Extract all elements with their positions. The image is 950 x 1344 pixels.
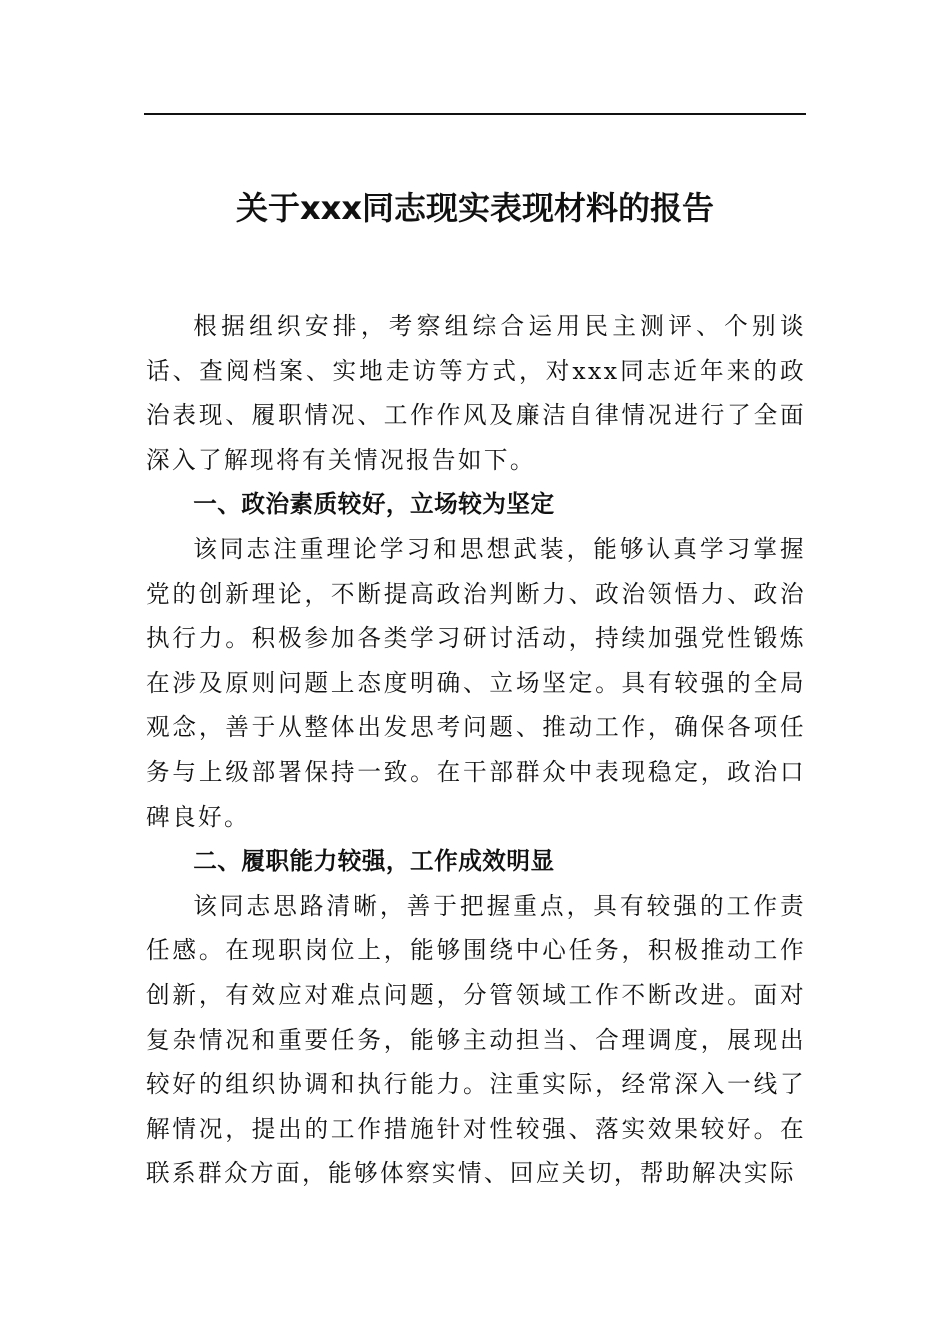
section-paragraph-performance: 该同志思路清晰，善于把握重点，具有较强的工作责任感。在现职岗位上，能够围绕中心任务，积极推动工作创新，有效应对难点问题，分管领域工作不断改进。面对复杂情况和重要任务，能够主动担当、合理调度，展现出较好的组织协调和执行能力。注重实际，经常深入一线了解情况，提出的工作措施针对性较强、落实效果较好。在联系群众方面，能够体察实情、回应关切，帮助解决实际 (146, 891, 806, 1188)
intro-paragraph: 根据组织安排，考察组综合运用民主测评、个别谈话、查阅档案、实地走访等方式，对xxx同志近年来的政治表现、履职情况、工作作风及廉洁自律情况进行了全面深入了解现将有关情况报告如下。 (146, 312, 806, 474)
header-rule (144, 113, 806, 115)
document-body (146, 304, 806, 1196)
section-paragraph-political: 该同志注重理论学习和思想武装，能够认真学习掌握党的创新理论，不断提高政治判断力、政治领悟力、政治执行力。积极参加各类学习研讨活动，持续加强党性锻炼在涉及原则问题上态度明确、立场坚定。具有较强的全局观念，善于从整体出发思考问题、推动工作，确保各项任务与上级部署保持一致。在干部群众中表现稳定，政治口碑良好。 (146, 534, 806, 831)
section-heading-political: 一、政治素质较好，立场较为坚定 (193, 490, 555, 519)
document-title: 关于xxx同志现实表现材料的报告 (236, 189, 714, 227)
section-heading-performance: 二、履职能力较强，工作成效明显 (193, 847, 555, 876)
